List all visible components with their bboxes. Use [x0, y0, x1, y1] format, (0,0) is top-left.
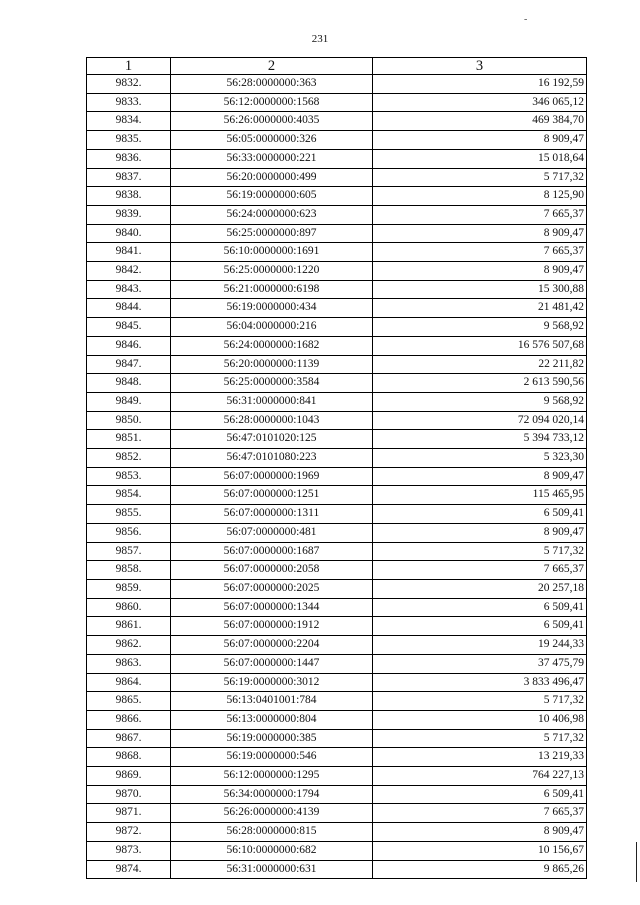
cadastral-value-cell: 9 865,26 — [373, 860, 587, 879]
row-number-cell: 9848. — [87, 374, 171, 393]
cadastral-number-cell: 56:20:0000000:1139 — [171, 355, 373, 374]
table-row — [87, 299, 587, 318]
row-number-cell: 9834. — [87, 112, 171, 131]
table-row — [87, 467, 587, 486]
cadastral-number-cell: 56:19:0000000:434 — [171, 299, 373, 318]
table-row — [87, 505, 587, 524]
row-number-cell: 9870. — [87, 785, 171, 804]
row-number-cell: 9835. — [87, 131, 171, 150]
cadastral-value-cell: 469 384,70 — [373, 112, 587, 131]
edge-scan-mark — [636, 842, 637, 882]
row-number-cell: 9836. — [87, 149, 171, 168]
cadastral-number-cell: 56:34:0000000:1794 — [171, 785, 373, 804]
cadastral-value-cell: 15 018,64 — [373, 149, 587, 168]
cadastral-value-cell: 8 909,47 — [373, 523, 587, 542]
table-row — [87, 243, 587, 262]
table-row — [87, 617, 587, 636]
cadastral-value-cell: 2 613 590,56 — [373, 374, 587, 393]
cadastral-number-cell: 56:07:0000000:2058 — [171, 561, 373, 580]
cadastral-number-cell: 56:47:0101080:223 — [171, 449, 373, 468]
cadastral-value-cell: 9 568,92 — [373, 318, 587, 337]
table-row — [87, 449, 587, 468]
row-number-cell: 9856. — [87, 523, 171, 542]
cadastral-value-cell: 19 244,33 — [373, 636, 587, 655]
table-row — [87, 804, 587, 823]
cadastral-number-cell: 56:25:0000000:897 — [171, 224, 373, 243]
cadastral-number-cell: 56:07:0000000:2025 — [171, 579, 373, 598]
cadastral-number-cell: 56:12:0000000:1295 — [171, 767, 373, 786]
row-number-cell: 9837. — [87, 168, 171, 187]
cadastral-number-cell: 56:28:0000000:815 — [171, 823, 373, 842]
row-number-cell: 9859. — [87, 579, 171, 598]
cadastral-number-cell: 56:19:0000000:605 — [171, 187, 373, 206]
cadastral-value-cell: 3 833 496,47 — [373, 673, 587, 692]
cadastral-number-cell: 56:19:0000000:385 — [171, 729, 373, 748]
table-row — [87, 598, 587, 617]
cadastral-number-cell: 56:26:0000000:4139 — [171, 804, 373, 823]
row-number-cell: 9842. — [87, 262, 171, 281]
row-number-cell: 9840. — [87, 224, 171, 243]
row-number-cell: 9849. — [87, 392, 171, 411]
table-row — [87, 280, 587, 299]
cadastral-number-cell: 56:07:0000000:1687 — [171, 542, 373, 561]
cadastral-number-cell: 56:31:0000000:631 — [171, 860, 373, 879]
table-row — [87, 430, 587, 449]
cadastral-number-cell: 56:21:0000000:6198 — [171, 280, 373, 299]
table-row — [87, 224, 587, 243]
table-row — [87, 355, 587, 374]
table-row — [87, 561, 587, 580]
row-number-cell: 9844. — [87, 299, 171, 318]
cadastral-value-cell: 21 481,42 — [373, 299, 587, 318]
row-number-cell: 9839. — [87, 205, 171, 224]
cadastral-number-cell: 56:10:0000000:1691 — [171, 243, 373, 262]
table-row — [87, 336, 587, 355]
table-row — [87, 112, 587, 131]
cadastral-value-cell: 8 909,47 — [373, 467, 587, 486]
table-row — [87, 149, 587, 168]
table-row — [87, 168, 587, 187]
cadastral-number-cell: 56:19:0000000:546 — [171, 748, 373, 767]
cadastral-value-cell: 7 665,37 — [373, 205, 587, 224]
cadastral-value-cell: 5 323,30 — [373, 449, 587, 468]
cadastral-value-cell: 8 909,47 — [373, 131, 587, 150]
cadastral-number-cell: 56:04:0000000:216 — [171, 318, 373, 337]
cadastral-number-cell: 56:25:0000000:3584 — [171, 374, 373, 393]
table-row — [87, 636, 587, 655]
cadastral-value-cell: 6 509,41 — [373, 505, 587, 524]
row-number-cell: 9846. — [87, 336, 171, 355]
cadastral-value-cell: 7 665,37 — [373, 561, 587, 580]
cadastral-number-cell: 56:47:0101020:125 — [171, 430, 373, 449]
table-row — [87, 823, 587, 842]
cadastral-value-cell: 16 192,59 — [373, 75, 587, 94]
cadastral-value-cell: 20 257,18 — [373, 579, 587, 598]
corner-mark: - — [524, 14, 528, 25]
cadastral-value-cell: 7 665,37 — [373, 804, 587, 823]
cadastral-value-cell: 6 509,41 — [373, 785, 587, 804]
cadastral-value-cell: 72 094 020,14 — [373, 411, 587, 430]
table-row — [87, 542, 587, 561]
cadastral-number-cell: 56:19:0000000:3012 — [171, 673, 373, 692]
page-number: 231 — [311, 33, 329, 45]
table-row — [87, 654, 587, 673]
cadastral-value-cell: 15 300,88 — [373, 280, 587, 299]
row-number-cell: 9868. — [87, 748, 171, 767]
cadastral-number-cell: 56:07:0000000:1251 — [171, 486, 373, 505]
row-number-cell: 9873. — [87, 841, 171, 860]
cadastral-number-cell: 56:20:0000000:499 — [171, 168, 373, 187]
table-row — [87, 318, 587, 337]
table-row — [87, 767, 587, 786]
cadastral-number-cell: 56:24:0000000:1682 — [171, 336, 373, 355]
cadastral-number-cell: 56:07:0000000:481 — [171, 523, 373, 542]
table-row — [87, 131, 587, 150]
cadastral-value-table — [86, 57, 587, 879]
cadastral-number-cell: 56:13:0000000:804 — [171, 710, 373, 729]
table-row — [87, 75, 587, 94]
cadastral-number-cell: 56:07:0000000:1447 — [171, 654, 373, 673]
cadastral-number-cell: 56:13:0401001:784 — [171, 692, 373, 711]
row-number-cell: 9862. — [87, 636, 171, 655]
row-number-cell: 9845. — [87, 318, 171, 337]
row-number-cell: 9861. — [87, 617, 171, 636]
table-row — [87, 486, 587, 505]
table-body — [87, 75, 587, 879]
table-row — [87, 729, 587, 748]
table-row — [87, 710, 587, 729]
column-header-3: 3 — [373, 58, 587, 75]
row-number-cell: 9874. — [87, 860, 171, 879]
cadastral-value-cell: 5 717,32 — [373, 542, 587, 561]
cadastral-number-cell: 56:25:0000000:1220 — [171, 262, 373, 281]
cadastral-number-cell: 56:12:0000000:1568 — [171, 93, 373, 112]
column-header-2: 2 — [171, 58, 373, 75]
row-number-cell: 9864. — [87, 673, 171, 692]
cadastral-number-cell: 56:07:0000000:1912 — [171, 617, 373, 636]
table-row — [87, 93, 587, 112]
cadastral-number-cell: 56:07:0000000:1344 — [171, 598, 373, 617]
row-number-cell: 9863. — [87, 654, 171, 673]
cadastral-number-cell: 56:05:0000000:326 — [171, 131, 373, 150]
row-number-cell: 9857. — [87, 542, 171, 561]
row-number-cell: 9833. — [87, 93, 171, 112]
table-header-row — [87, 58, 587, 75]
cadastral-number-cell: 56:24:0000000:623 — [171, 205, 373, 224]
row-number-cell: 9854. — [87, 486, 171, 505]
row-number-cell: 9843. — [87, 280, 171, 299]
cadastral-value-cell: 764 227,13 — [373, 767, 587, 786]
cadastral-value-cell: 6 509,41 — [373, 617, 587, 636]
row-number-cell: 9872. — [87, 823, 171, 842]
cadastral-number-cell: 56:28:0000000:363 — [171, 75, 373, 94]
table-row — [87, 673, 587, 692]
cadastral-value-cell: 346 065,12 — [373, 93, 587, 112]
cadastral-value-cell: 5 717,32 — [373, 692, 587, 711]
cadastral-number-cell: 56:33:0000000:221 — [171, 149, 373, 168]
column-header-1: 1 — [87, 58, 171, 75]
row-number-cell: 9855. — [87, 505, 171, 524]
row-number-cell: 9838. — [87, 187, 171, 206]
row-number-cell: 9852. — [87, 449, 171, 468]
cadastral-value-cell: 8 125,90 — [373, 187, 587, 206]
row-number-cell: 9832. — [87, 75, 171, 94]
row-number-cell: 9851. — [87, 430, 171, 449]
cadastral-value-cell: 115 465,95 — [373, 486, 587, 505]
cadastral-value-cell: 6 509,41 — [373, 598, 587, 617]
table-row — [87, 374, 587, 393]
cadastral-number-cell: 56:10:0000000:682 — [171, 841, 373, 860]
cadastral-value-cell: 7 665,37 — [373, 243, 587, 262]
cadastral-value-cell: 22 211,82 — [373, 355, 587, 374]
cadastral-value-cell: 5 717,32 — [373, 729, 587, 748]
cadastral-number-cell: 56:28:0000000:1043 — [171, 411, 373, 430]
table-row — [87, 205, 587, 224]
row-number-cell: 9869. — [87, 767, 171, 786]
row-number-cell: 9865. — [87, 692, 171, 711]
row-number-cell: 9860. — [87, 598, 171, 617]
cadastral-value-cell: 5 717,32 — [373, 168, 587, 187]
cadastral-number-cell: 56:07:0000000:2204 — [171, 636, 373, 655]
table-row — [87, 841, 587, 860]
row-number-cell: 9853. — [87, 467, 171, 486]
row-number-cell: 9841. — [87, 243, 171, 262]
cadastral-value-cell: 10 406,98 — [373, 710, 587, 729]
cadastral-number-cell: 56:26:0000000:4035 — [171, 112, 373, 131]
row-number-cell: 9858. — [87, 561, 171, 580]
cadastral-value-cell: 8 909,47 — [373, 262, 587, 281]
cadastral-value-cell: 37 475,79 — [373, 654, 587, 673]
cadastral-value-cell: 13 219,33 — [373, 748, 587, 767]
table-row — [87, 692, 587, 711]
cadastral-number-cell: 56:07:0000000:1311 — [171, 505, 373, 524]
row-number-cell: 9871. — [87, 804, 171, 823]
cadastral-value-cell: 16 576 507,68 — [373, 336, 587, 355]
table-row — [87, 411, 587, 430]
cadastral-value-cell: 8 909,47 — [373, 823, 587, 842]
table-row — [87, 392, 587, 411]
table-row — [87, 860, 587, 879]
row-number-cell: 9866. — [87, 710, 171, 729]
cadastral-number-cell: 56:07:0000000:1969 — [171, 467, 373, 486]
row-number-cell: 9847. — [87, 355, 171, 374]
cadastral-value-cell: 9 568,92 — [373, 392, 587, 411]
table-row — [87, 262, 587, 281]
row-number-cell: 9867. — [87, 729, 171, 748]
table-row — [87, 785, 587, 804]
table-row — [87, 523, 587, 542]
cadastral-value-cell: 10 156,67 — [373, 841, 587, 860]
cadastral-number-cell: 56:31:0000000:841 — [171, 392, 373, 411]
table-row — [87, 187, 587, 206]
cadastral-value-cell: 5 394 733,12 — [373, 430, 587, 449]
row-number-cell: 9850. — [87, 411, 171, 430]
cadastral-value-cell: 8 909,47 — [373, 224, 587, 243]
table-row — [87, 579, 587, 598]
table-row — [87, 748, 587, 767]
